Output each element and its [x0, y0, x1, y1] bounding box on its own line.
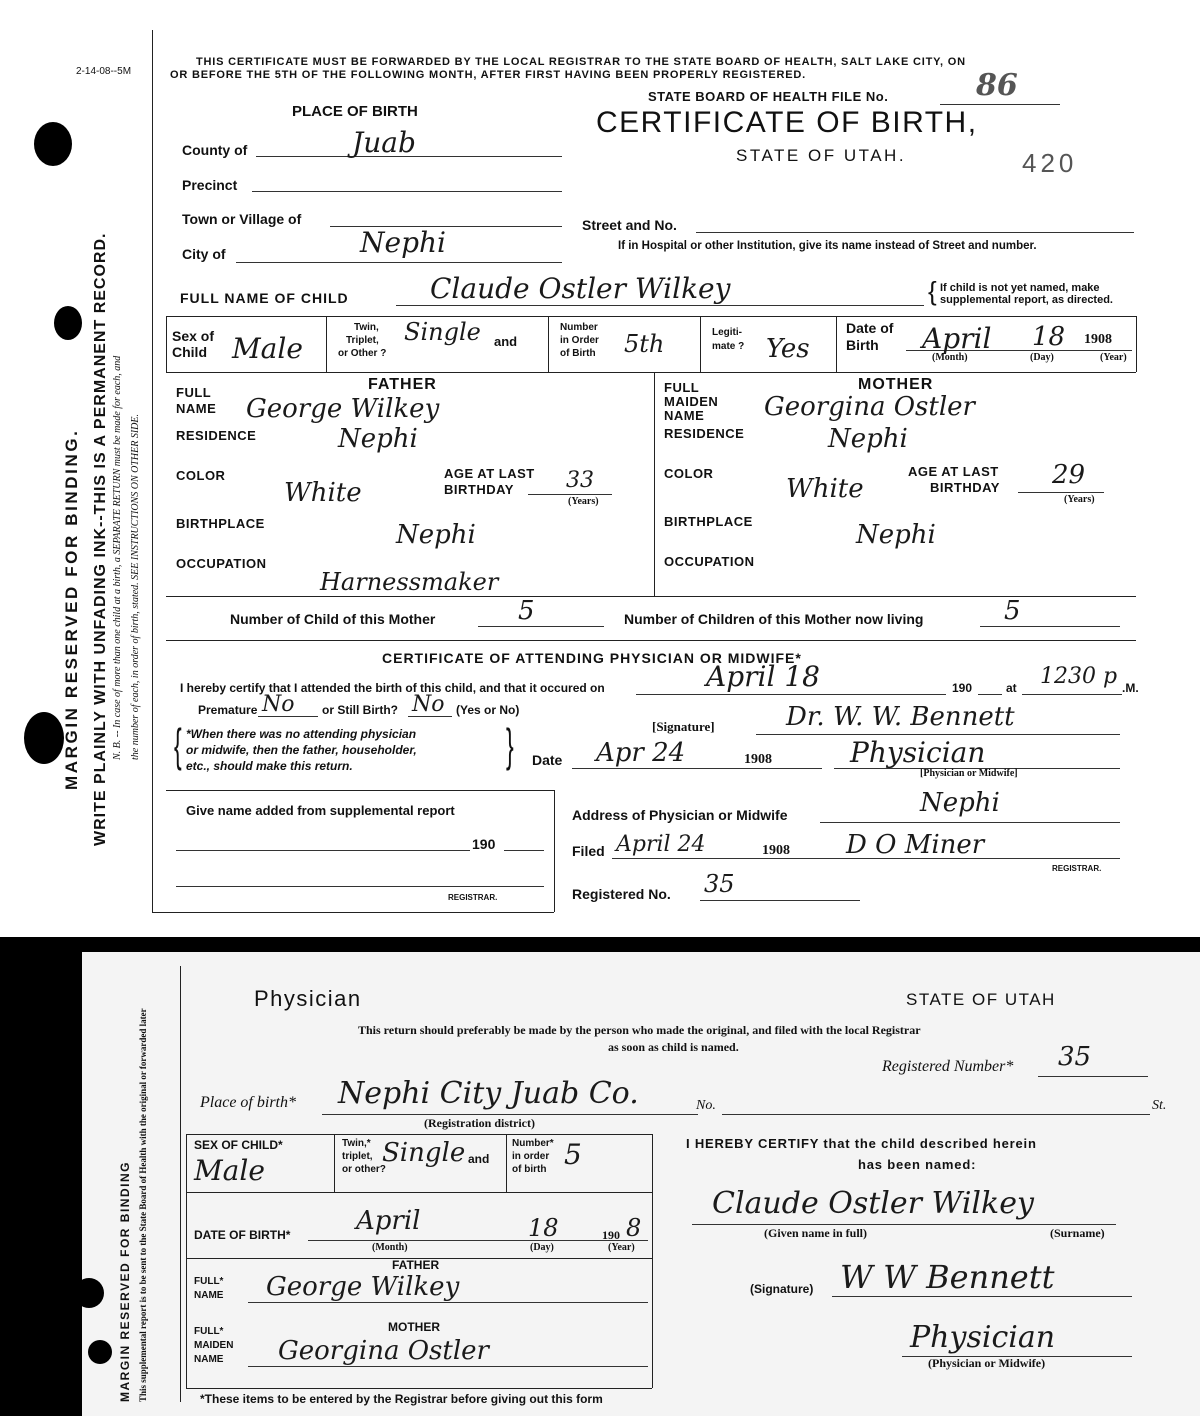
notice-line-1: THIS CERTIFICATE MUST BE FORWARDED BY THE LOCAL REGISTRAR TO THE STATE BOARD OF HEALTH, SALT LAKE CITY, ON [196, 56, 966, 68]
father-heading: FATHER [368, 376, 437, 393]
county-label: County of [182, 142, 248, 158]
order-label: Number [560, 322, 598, 333]
filed-label: Filed [572, 843, 605, 859]
mother-birthplace-value: Nephi [856, 520, 936, 550]
county-value: Juab [352, 126, 416, 159]
certificate-title: CERTIFICATE OF BIRTH, [596, 106, 978, 139]
physician-heading: CERTIFICATE OF ATTENDING PHYSICIAN OR MIDWIFE* [382, 650, 802, 666]
child-name-label: FULL NAME OF CHILD [180, 290, 349, 306]
address-value: Nephi [920, 788, 1000, 818]
mother-color-label: COLOR [664, 466, 714, 481]
registered-value: 35 [704, 870, 735, 898]
mother-occupation-label: OCCUPATION [664, 554, 755, 569]
father-birthplace-value: Nephi [396, 520, 476, 550]
mother-heading: MOTHER [858, 376, 934, 393]
physician-title: Physician [850, 736, 986, 769]
mother-birthplace-label: BIRTHPLACE [664, 514, 753, 529]
supp-footnote: *These items to be entered by the Registrar before giving out this form [200, 1392, 603, 1406]
form-code: 2-14-08--5M [76, 66, 132, 77]
father-name-label: NAME [176, 401, 217, 416]
father-age-label: AGE AT LAST [444, 466, 535, 481]
form-left-border [152, 30, 153, 912]
mother-name-label: NAME [664, 408, 705, 423]
certificate-of-birth: 2-14-08--5M WRITE PLAINLY WITH UNFADING INK--THIS IS A PERMANENT RECORD. MARGIN RESERVED FOR BINDING. N. B. -- In case of more than one child at a birth, a SEPARATE RETURN must be made for each, and the number of each, in order of birth, stated. SEE INSTRUCTIONS ON OTHER SIDE. THIS CERTIFICATE MUST BE FORWARDED BY THE LOCAL REGISTRAR TO THE STATE BOARD OF HEALTH, SALT LAKE CITY, ON OR BEFORE THE 5TH OF THE FOLLOWING MONTH, AFTER FIRST HAVING BEEN PROPERLY REGISTERED. STATE BOARD OF HEALTH FILE No. 86 CERTIFICATE OF BIRTH, STATE OF UTAH. 420 PLACE OF BIRTH County of Juab Precinct Town or Village of City of Nephi Street and No. If in Hospital or other Institution, give its name instead of Street and number. FULL NAME OF CHILD Claude Ostler Wilkey { If child is not yet named, make supplemental report, as directed. Sex of Child Male Twin, Triplet, or Other ? Single and Number in Order of Birth 5th Legiti- mate ? Yes Date of Birth April 18 1908 (Month) (Day) (Year) FATHER FULL NAME George Wilkey RESIDENCE Nephi COLOR White AGE AT LAST BIRTHDAY 33 (Years) BIRTHPLACE Nephi OCCUPATION Harnessmaker MOTHER FULL MAIDEN NAME Georgina Ostler RESIDENCE Nephi COLOR White AGE AT LAST BIRTHDAY 29 (Years) BIRTHPLACE Nephi OCCUPATION Number of Child of this Mother 5 Number of Children of this Mother now living 5 CERTIFICATE OF ATTENDING PHYSICIAN OR MIDWIFE* I hereby certify that I attended the birth of this child, and that it occured on April 18 190 at 1230 p .M. Premature No or Still Birth? No (Yes or No) { } *When there was no attending physician or midwife, then the father, householder, etc., should make this return. [Signature] Dr. W. W. Bennett Date Apr 24 1908 Physician [Physician or Midwife] Give name added from supplemental report 190 REGISTRAR. Address of Physician or Midwife Nephi Filed April 24 1908 D O Miner REGISTRAR. Registered No. 35 [0, 0, 1200, 937]
notice-line-2: OR BEFORE THE 5TH OF THE FOLLOWING MONTH, AFTER FIRST HAVING BEEN PROPERLY REGISTERED. [170, 69, 806, 81]
father-residence-value: Nephi [338, 424, 418, 454]
physician-signature: Dr. W. W. Bennett [786, 702, 1015, 732]
order-value: 5th [624, 330, 665, 358]
supp-margin-note: This supplemental report is to be sent to the State Board of Health with the original or forwarded later [138, 1008, 148, 1402]
no-physician-note-1: *When there was no attending physician [186, 727, 417, 741]
dob-label: Date of [846, 320, 894, 336]
date-label: Date [532, 752, 563, 768]
margin-binding-note: MARGIN RESERVED FOR BINDING. [62, 428, 81, 790]
punch-hole [74, 1278, 104, 1308]
file-number: 86 [976, 68, 1018, 103]
margin-nb-note-1: N. B. -- In case of more than one child at a birth, a SEPARATE RETURN must be made for each, and [112, 355, 123, 760]
supp-twin-value: Single [382, 1138, 466, 1168]
legit-value: Yes [766, 334, 810, 364]
supp-instructions-1: This return should preferably be made by the person who made the original, and filed with the local Registrar [358, 1023, 921, 1037]
supp-father-heading: FATHER [392, 1258, 440, 1272]
supp-father-name: George Wilkey [266, 1272, 460, 1302]
supp-dob-label: DATE OF BIRTH* [194, 1228, 291, 1242]
signature-label: [Signature] [652, 719, 715, 734]
hospital-note: If in Hospital or other Institution, give its name instead of Street and number. [618, 240, 1037, 252]
supp-margin-binding: MARGIN RESERVED FOR BINDING [118, 1161, 132, 1402]
father-name-value: George Wilkey [246, 394, 440, 424]
signed-date: Apr 24 [596, 738, 686, 768]
filed-date: April 24 [616, 832, 706, 857]
punch-hole [24, 712, 64, 764]
margin-permanent-record: WRITE PLAINLY WITH UNFADING INK--THIS IS A PERMANENT RECORD. [92, 232, 109, 846]
supp-state: STATE OF UTAH [906, 990, 1056, 1009]
child-name-value: Claude Ostler Wilkey [430, 272, 731, 305]
birth-time: 1230 p [1040, 664, 1118, 689]
registered-label: Registered No. [572, 886, 671, 902]
father-color-label: COLOR [176, 468, 226, 483]
address-label: Address of Physician or Midwife [572, 807, 788, 823]
margin-nb-note-2: the number of each, in order of birth, stated. SEE INSTRUCTIONS ON OTHER SIDE. [130, 413, 141, 760]
stillbirth-value: No [412, 692, 445, 717]
filed-by: D O Miner [846, 830, 985, 860]
father-residence-label: RESIDENCE [176, 428, 257, 443]
father-birthplace-label: BIRTHPLACE [176, 516, 265, 531]
punch-hole [88, 1340, 112, 1364]
premature-label: Premature [198, 703, 258, 717]
place-of-birth-heading: PLACE OF BIRTH [292, 103, 418, 120]
precinct-label: Precinct [182, 177, 238, 193]
father-color-value: White [284, 478, 362, 508]
supp-sex-value: Male [194, 1154, 265, 1187]
supp-registered-value: 35 [1058, 1042, 1092, 1072]
form-bottom-border [152, 912, 554, 913]
sex-value: Male [232, 332, 303, 365]
dob-month: April [922, 322, 992, 355]
living-count-label: Number of Children of this Mother now living [624, 611, 924, 627]
father-occupation-value: Harnessmaker [320, 568, 499, 596]
sex-label: Sex of [172, 328, 215, 344]
father-age-value: 33 [566, 468, 594, 493]
supp-certify-2: has been named: [858, 1157, 977, 1172]
mother-color-value: White [786, 474, 864, 504]
children-count-value: 5 [518, 596, 535, 626]
supp-dob-month: April [356, 1206, 421, 1236]
supp-signature: W W Bennett [840, 1258, 1055, 1296]
mother-name-value: Georgina Ostler [764, 392, 975, 422]
supp-title: Physician [254, 986, 362, 1011]
file-no-label: STATE BOARD OF HEALTH FILE No. [648, 89, 889, 104]
supp-child-name: Claude Ostler Wilkey [712, 1186, 1034, 1221]
twin-value: Single [404, 318, 481, 346]
dob-day: 18 [1032, 322, 1066, 352]
supp-dob-day: 18 [528, 1214, 559, 1242]
supp-place-value: Nephi City Juab Co. [338, 1076, 639, 1111]
punch-hole [54, 306, 82, 340]
supp-certify-1: I HEREBY CERTIFY that the child described herein [686, 1136, 1037, 1151]
legit-label: Legiti- [712, 327, 742, 338]
stillbirth-label: or Still Birth? [322, 703, 398, 717]
supp-sex-label: SEX OF CHILD* [194, 1138, 283, 1152]
unnamed-note-2: supplemental report, as directed. [940, 294, 1113, 306]
stamp-number: 420 [1022, 148, 1078, 178]
certify-text: I hereby certify that I attended the birth of this child, and that it occured on [180, 681, 605, 695]
street-label: Street and No. [582, 217, 677, 233]
supp-instructions-2: as soon as child is named. [608, 1040, 739, 1054]
mother-residence-label: RESIDENCE [664, 426, 745, 441]
father-occupation-label: OCCUPATION [176, 556, 267, 571]
mother-age-label: AGE AT LAST [908, 464, 999, 479]
unnamed-note-1: If child is not yet named, make [940, 282, 1100, 294]
twin-label: Twin, [354, 322, 379, 333]
supp-order-value: 5 [564, 1138, 582, 1171]
children-count-label: Number of Child of this Mother [230, 611, 436, 627]
supp-mother-name: Georgina Ostler [278, 1336, 489, 1366]
supp-signature-label: (Signature) [750, 1282, 814, 1296]
premature-value: No [262, 692, 295, 717]
supp-dob-year-digit: 8 [626, 1214, 642, 1242]
supp-place-label: Place of birth* [200, 1094, 296, 1111]
city-label: City of [182, 246, 226, 262]
mother-age-value: 29 [1052, 460, 1086, 490]
city-value: Nephi [360, 226, 446, 259]
supp-mother-heading: MOTHER [388, 1320, 440, 1334]
birth-date-written: April 18 [706, 660, 820, 693]
mother-residence-value: Nephi [828, 424, 908, 454]
supplemental-name-heading: Give name added from supplemental report [186, 803, 455, 818]
supp-title-value: Physician [910, 1320, 1056, 1355]
living-count-value: 5 [1004, 596, 1021, 626]
supp-registered-label: Registered Number* [882, 1058, 1014, 1075]
dob-year: 1908 [1084, 332, 1112, 347]
state-name: STATE OF UTAH. [736, 146, 907, 165]
punch-hole [34, 122, 72, 166]
town-label: Town or Village of [182, 211, 302, 227]
supplemental-report: MARGIN RESERVED FOR BINDING This supplemental report is to be sent to the State Board of Health with the original or forwarded later Physician STATE OF UTAH This return should preferably be made by the person who made the original, and filed with the local Registrar as soon as child is named. Registered Number* 35 Place of birth* Nephi City Juab Co. No. St. (Registration district) SEX OF CHILD* Male Twin,* triplet, or other? Single and Number* in order of birth 5 DATE OF BIRTH* April 18 190 8 (Month) (Day) (Year) FATHER FULL* NAME George Wilkey MOTHER FULL* MAIDEN NAME Georgina Ostler *These items to be entered by the Registrar before giving out this form I HEREBY CERTIFY that the child described herein has been named: Claude Ostler Wilkey (Given name in full) (Surname) (Signature) W W Bennett Physician (Physician or Midwife) [82, 952, 1200, 1416]
